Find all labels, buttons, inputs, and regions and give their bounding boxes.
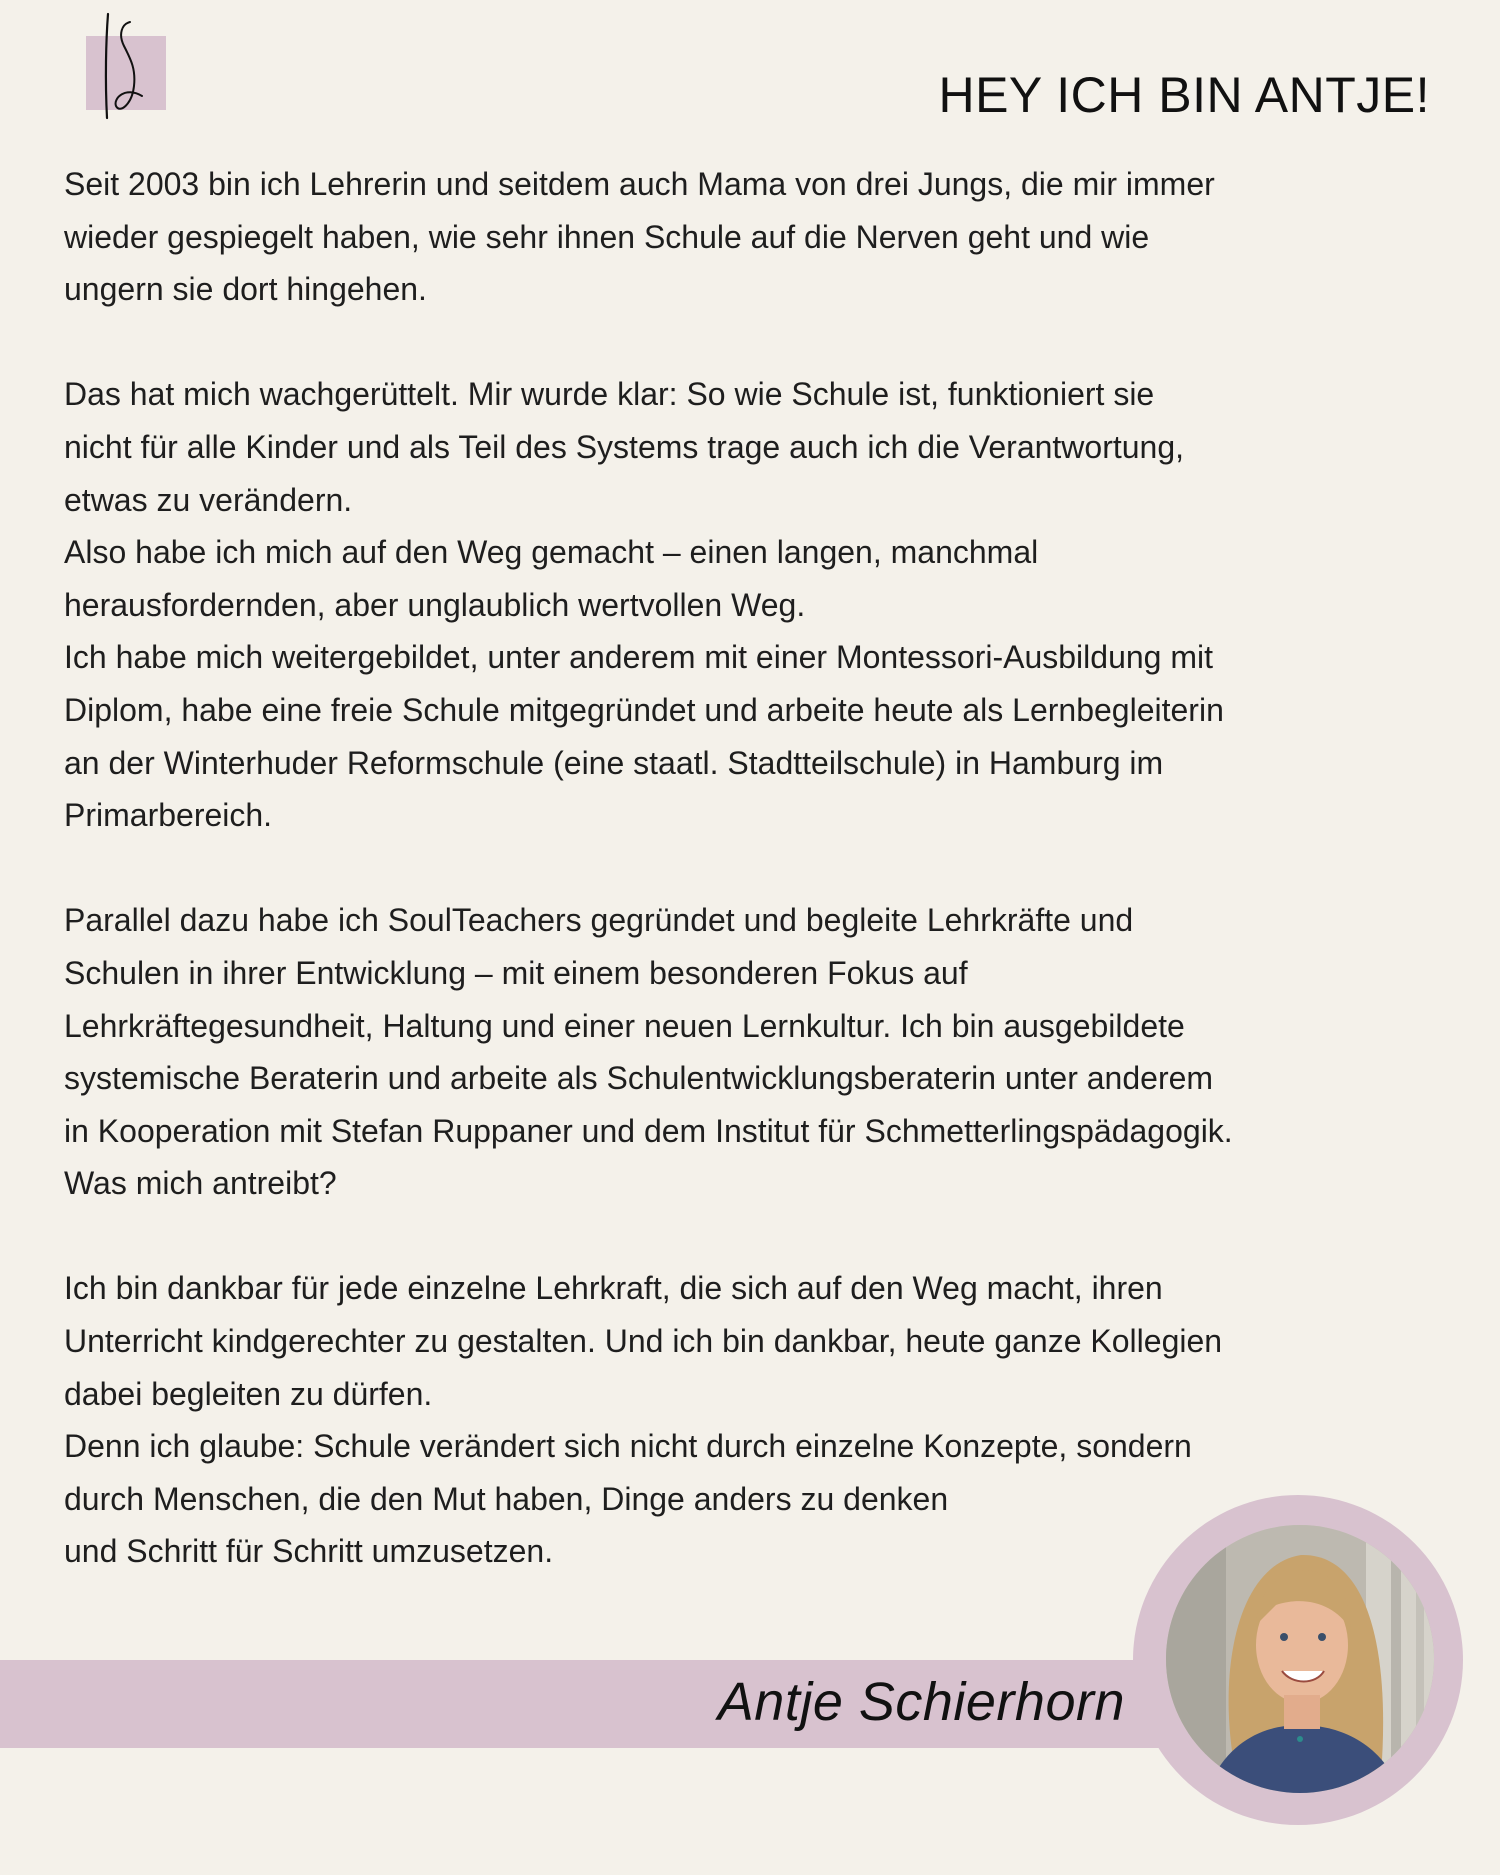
text-line: und Schritt für Schritt umzusetzen. [64, 1533, 554, 1570]
text-line: Was mich antreibt? [64, 1165, 337, 1202]
text-line: wieder gespiegelt haben, wie sehr ihnen Schule auf die Nerven geht und wie [64, 218, 1150, 255]
text-line: nicht für alle Kinder und als Teil des Systems trage auch ich die Verantwortung, [64, 428, 1185, 465]
page-title: HEY ICH BIN ANTJE! [938, 67, 1430, 123]
text-line: Das hat mich wachgerüttelt. Mir wurde klar: So wie Schule ist, funktioniert sie [64, 376, 1155, 413]
author-signature: Antje Schierhorn [717, 1672, 1125, 1732]
portrait-photo-icon [1166, 1525, 1434, 1793]
text-line: in Kooperation mit Stefan Ruppaner und dem Institut für Schmetterlingspädagogik. [64, 1112, 1233, 1149]
paragraph [64, 894, 1454, 1210]
text-line: Diplom, habe eine freie Schule mitgegründet und arbeite heute als Lernbegleiterin [64, 691, 1224, 728]
text-line: Seit 2003 bin ich Lehrerin und seitdem auch Mama von drei Jungs, die mir immer [64, 166, 1215, 202]
text-line: Ich bin dankbar für jede einzelne Lehrkraft, die sich auf den Weg macht, ihren [64, 1270, 1163, 1307]
text-line: Primarbereich. [64, 797, 273, 834]
text-line: Ich habe mich weitergebildet, unter anderem mit einer Montessori-Ausbildung mit [64, 639, 1213, 676]
text-line: durch Menschen, die den Mut haben, Dinge anders zu denken [64, 1480, 949, 1517]
text-line: Lehrkräftegesundheit, Haltung und einer neuen Lernkultur. Ich bin ausgebildete [64, 1007, 1185, 1044]
monogram-is-logo-icon [86, 10, 168, 122]
paragraph [64, 158, 1454, 316]
text-line: Also habe ich mich auf den Weg gemacht – einen langen, manchmal [64, 534, 1039, 571]
intro-text [64, 158, 1454, 1631]
text-line: Unterricht kindgerechter zu gestalten. Und ich bin dankbar, heute ganze Kollegien [64, 1323, 1223, 1360]
text-line: herausfordernden, aber unglaublich wertvollen Weg. [64, 586, 806, 623]
text-line: Denn ich glaube: Schule verändert sich nicht durch einzelne Konzepte, sondern [64, 1428, 1192, 1465]
logo [86, 10, 168, 122]
text-line: Schulen in ihrer Entwicklung – mit einem besonderen Fokus auf [64, 954, 968, 991]
paragraph [64, 368, 1454, 841]
text-line: dabei begleiten zu dürfen. [64, 1375, 433, 1412]
text-line: Parallel dazu habe ich SoulTeachers gegründet und begleite Lehrkräfte und [64, 902, 1134, 939]
text-line: systemische Beraterin und arbeite als Schulentwicklungsberaterin unter anderem [64, 1060, 1214, 1097]
text-line: an der Winterhuder Reformschule (eine staatl. Stadtteilschule) in Hamburg im [64, 744, 1164, 781]
text-line: etwas zu verändern. [64, 481, 353, 518]
text-line: ungern sie dort hingehen. [64, 271, 427, 308]
